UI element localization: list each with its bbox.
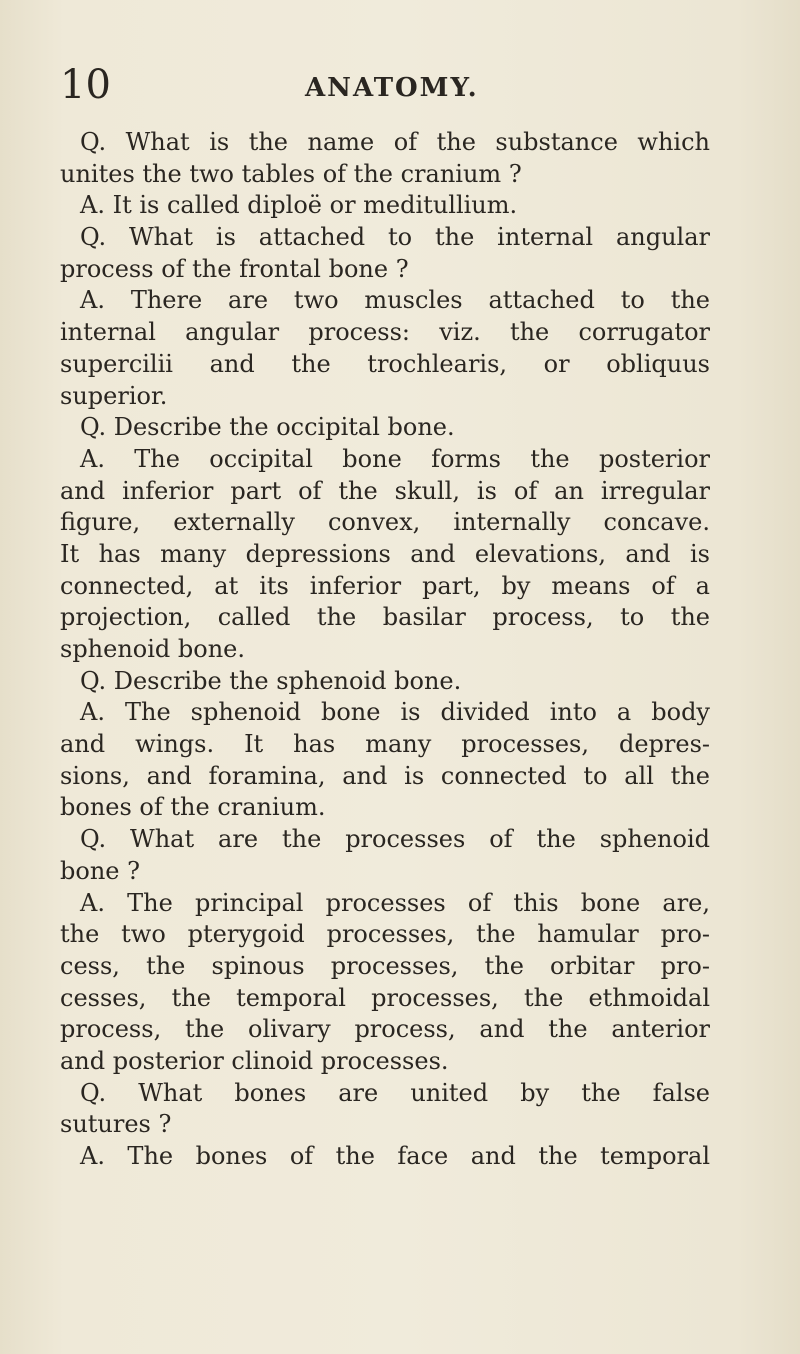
text-line: sphenoid bone. — [60, 635, 246, 663]
question-line: Q. What bones are united by the false — [80, 1078, 710, 1107]
text-line: bone ? — [60, 856, 140, 885]
question-line: Q. What is attached to the internal angular — [80, 223, 710, 252]
answer-line: A. The bones of the face and the temporal — [80, 1142, 710, 1170]
text-line: sutures ? — [60, 1110, 172, 1139]
text-line: supercilii and the trochlearis, or obliquus — [60, 349, 710, 378]
question-line: Q. Describe the sphenoid bone. — [80, 666, 462, 695]
answer-line: A. The sphenoid bone is divided into a body — [80, 698, 710, 727]
body-text — [60, 127, 710, 1173]
text-line: bones of the cranium. — [60, 793, 326, 822]
text-line: internal angular process: viz. the corrugator — [60, 318, 710, 347]
text-line: sions, and foramina, and is connected to all the — [60, 761, 710, 790]
text-line: process of the frontal bone ? — [60, 254, 409, 283]
answer-line: A. The principal processes of this bone are, — [80, 888, 710, 917]
text-line: It has many depressions and elevations, and is — [60, 539, 710, 568]
running-title: ANATOMY. — [305, 73, 479, 103]
answer-line: A. There are two muscles attached to the — [80, 286, 710, 315]
text-line: cess, the spinous processes, the orbitar pro- — [60, 951, 710, 980]
text-line: cesses, the temporal processes, the ethmoidal — [60, 983, 710, 1012]
page-number: 10 — [60, 62, 111, 108]
question-line: Q. Describe the occipital bone. — [80, 413, 455, 442]
text-line: figure, externally convex, internally concave. — [60, 508, 710, 537]
text-line: the two pterygoid processes, the hamular pro- — [60, 920, 710, 949]
text-line: unites the two tables of the cranium ? — [60, 159, 522, 188]
text-line: and wings. It has many processes, depres- — [60, 730, 710, 759]
text-line: process, the olivary process, and the anterior — [60, 1015, 710, 1044]
question-line: Q. What is the name of the substance which — [80, 128, 710, 156]
text-line: connected, at its inferior part, by means of a — [60, 571, 710, 600]
text-line: projection, called the basilar process, to the — [60, 603, 710, 632]
text-line: and inferior part of the skull, is of an irregular — [60, 476, 710, 505]
page-header — [60, 60, 740, 110]
question-line: Q. What are the processes of the sphenoid — [80, 825, 710, 854]
answer-line: A. It is called diploë or meditullium. — [80, 191, 518, 220]
text-line: and posterior clinoid processes. — [60, 1046, 449, 1075]
text-line: superior. — [60, 381, 168, 410]
answer-line: A. The occipital bone forms the posterior — [80, 444, 710, 473]
